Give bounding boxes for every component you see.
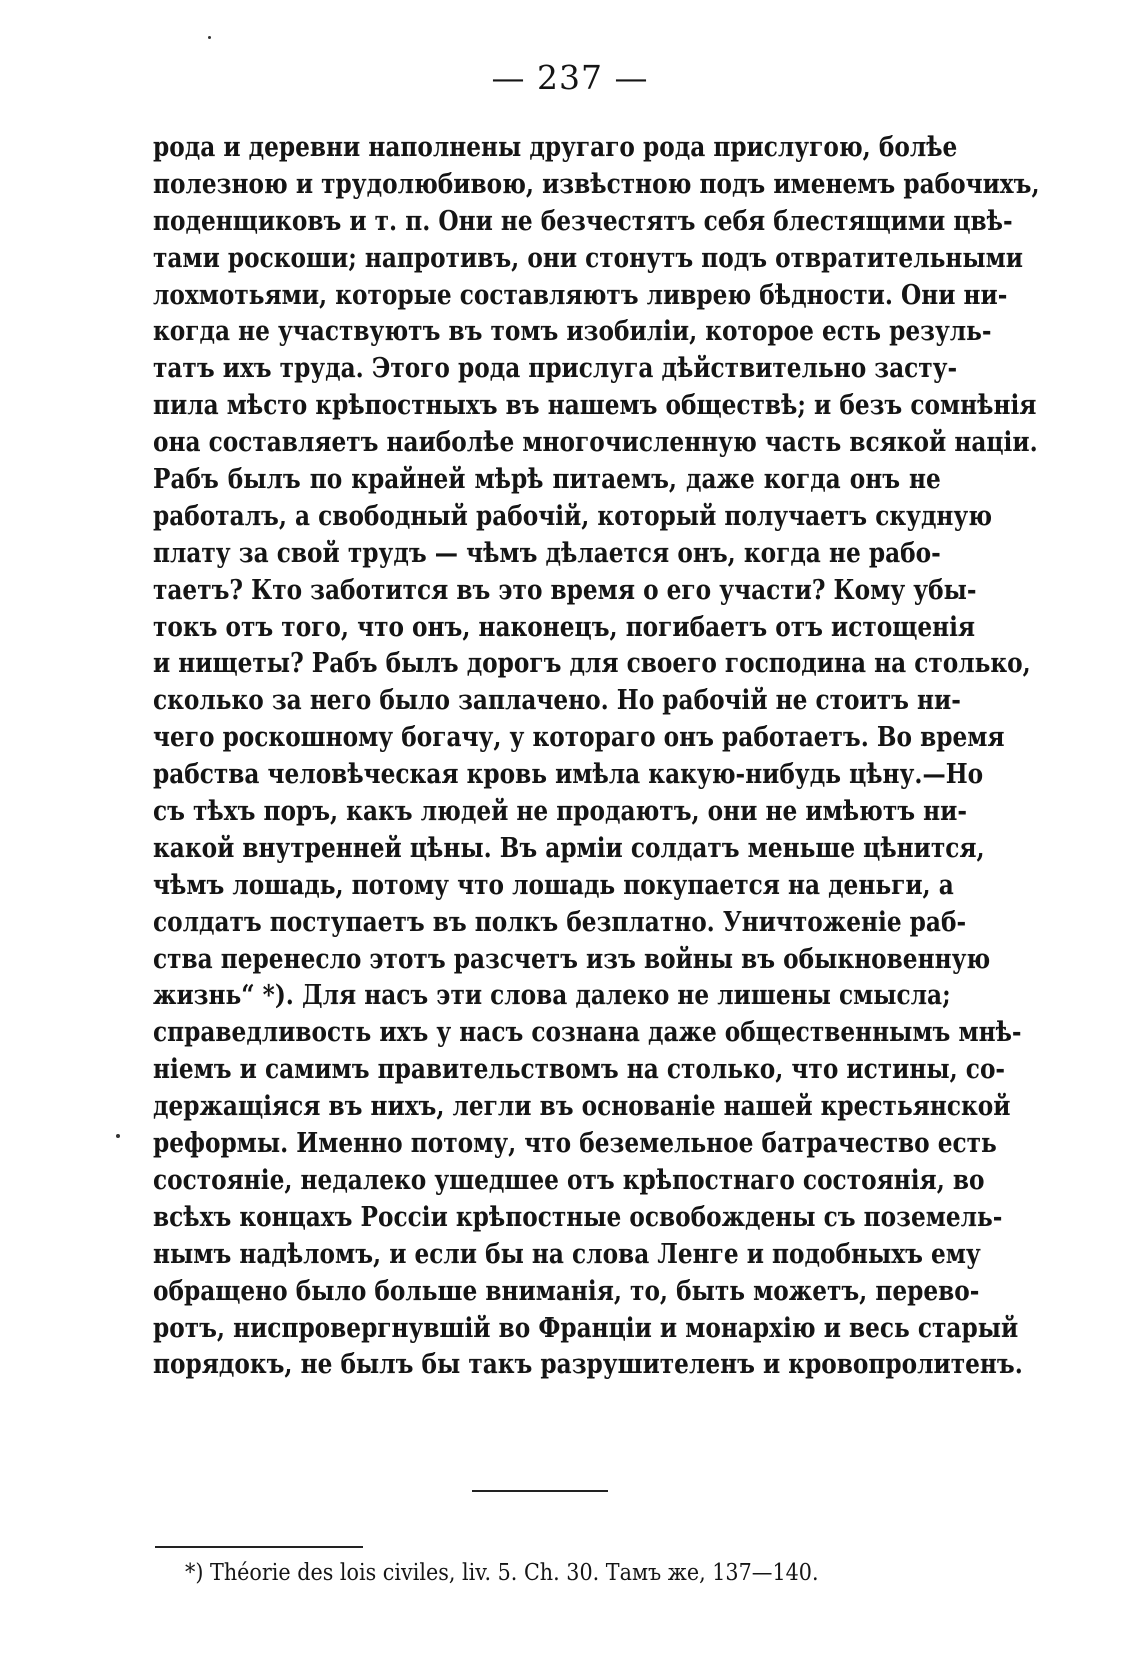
text-line: всѣхъ концахъ Россіи крѣпостные освобождены съ поземель- — [153, 1201, 1003, 1233]
text-line: состояніе, недалеко ушедшее отъ крѣпостнаго состоянія, во — [153, 1164, 985, 1196]
text-line: поденщиковъ и т. п. Они не безчестятъ себя блестящими цвѣ- — [153, 205, 1013, 237]
page-number: — 237 — — [491, 58, 649, 97]
text-line: Рабъ былъ по крайней мѣрѣ питаемъ, даже когда онъ не — [153, 464, 941, 496]
text-line: держащіяся въ нихъ, легли въ основаніе нашей крестьянской — [153, 1091, 1011, 1123]
footnote: *) Théorie des lois civiles, liv. 5. Ch. 30. Тамъ же, 137—140. — [185, 1560, 819, 1586]
text-line: и нищеты? Рабъ былъ дорогъ для своего господина на столько, — [153, 648, 1031, 680]
text-line: чѣмъ лошадь, потому что лошадь покупается на деньги, а — [153, 869, 954, 901]
text-line: справедливость ихъ у насъ сознана даже общественнымъ мнѣ- — [153, 1017, 1022, 1049]
text-line: тами роскоши; напротивъ, они стонутъ подъ отвратительными — [153, 242, 1024, 274]
body-text — [153, 130, 1040, 1384]
text-line: плату за свой трудъ — чѣмъ дѣлается онъ, когда не рабо- — [153, 537, 941, 569]
text-line: пила мѣсто крѣпостныхъ въ нашемъ обществѣ; и безъ сомнѣнія — [153, 390, 1037, 422]
margin-speck — [208, 36, 211, 39]
text-line: ніемъ и самимъ правительствомъ на столько, что истины, со- — [153, 1054, 1006, 1086]
text-line: сколько за него было заплачено. Но рабочій не стоитъ ни- — [153, 685, 961, 717]
text-line: татъ ихъ труда. Этого рода прислуга дѣйствительно засту- — [153, 353, 958, 385]
text-line: жизнь“ *). Для насъ эти слова далеко не лишены смысла; — [153, 980, 951, 1012]
text-line: порядокъ, не былъ бы такъ разрушителенъ и кровопролитенъ. — [153, 1349, 1023, 1381]
text-line: ства перенесло этотъ разсчетъ изъ войны въ обыкновенную — [153, 943, 991, 975]
text-line: полезною и трудолюбивою, извѣстною подъ именемъ рабочихъ, — [153, 168, 1040, 200]
text-line: когда не участвуютъ въ томъ изобиліи, которое есть резуль- — [153, 316, 992, 348]
text-line: съ тѣхъ поръ, какъ людей не продаютъ, они не имѣютъ ни- — [153, 796, 967, 828]
text-line: таетъ? Кто заботится въ это время о его участи? Кому убы- — [153, 574, 977, 606]
footnote-rule — [155, 1546, 363, 1548]
text-line: нымъ надѣломъ, и если бы на слова Ленге и подобныхъ ему — [153, 1238, 981, 1270]
section-rule — [472, 1490, 608, 1492]
margin-speck — [116, 1134, 120, 1138]
text-line: она составляетъ наиболѣе многочисленную часть всякой націи. — [153, 427, 1038, 459]
text-line: ротъ, ниспровергнувшій во Франціи и монархію и весь старый — [153, 1312, 1019, 1344]
text-line: чего роскошному богачу, у котораго онъ работаетъ. Во время — [153, 722, 1005, 754]
text-line: обращено было больше вниманія, то, быть можетъ, перево- — [153, 1275, 980, 1307]
text-line: токъ отъ того, что онъ, наконецъ, погибаетъ отъ истощенія — [153, 611, 976, 643]
text-line: какой внутренней цѣны. Въ арміи солдатъ меньше цѣнится, — [153, 832, 985, 864]
text-line: лохмотьями, которые составляютъ ливрею бѣдности. Они ни- — [153, 279, 1008, 311]
text-line: реформы. Именно потому, что беземельное батрачество есть — [153, 1128, 997, 1160]
text-line: работалъ, а свободный рабочій, который получаетъ скудную — [153, 500, 993, 532]
text-line: солдатъ поступаетъ въ полкъ безплатно. Уничтоженіе раб- — [153, 906, 967, 938]
text-line: рода и деревни наполнены другаго рода прислугою, болѣе — [153, 132, 958, 163]
text-line: рабства человѣческая кровь имѣла какую-нибудь цѣну.—Но — [153, 759, 984, 791]
